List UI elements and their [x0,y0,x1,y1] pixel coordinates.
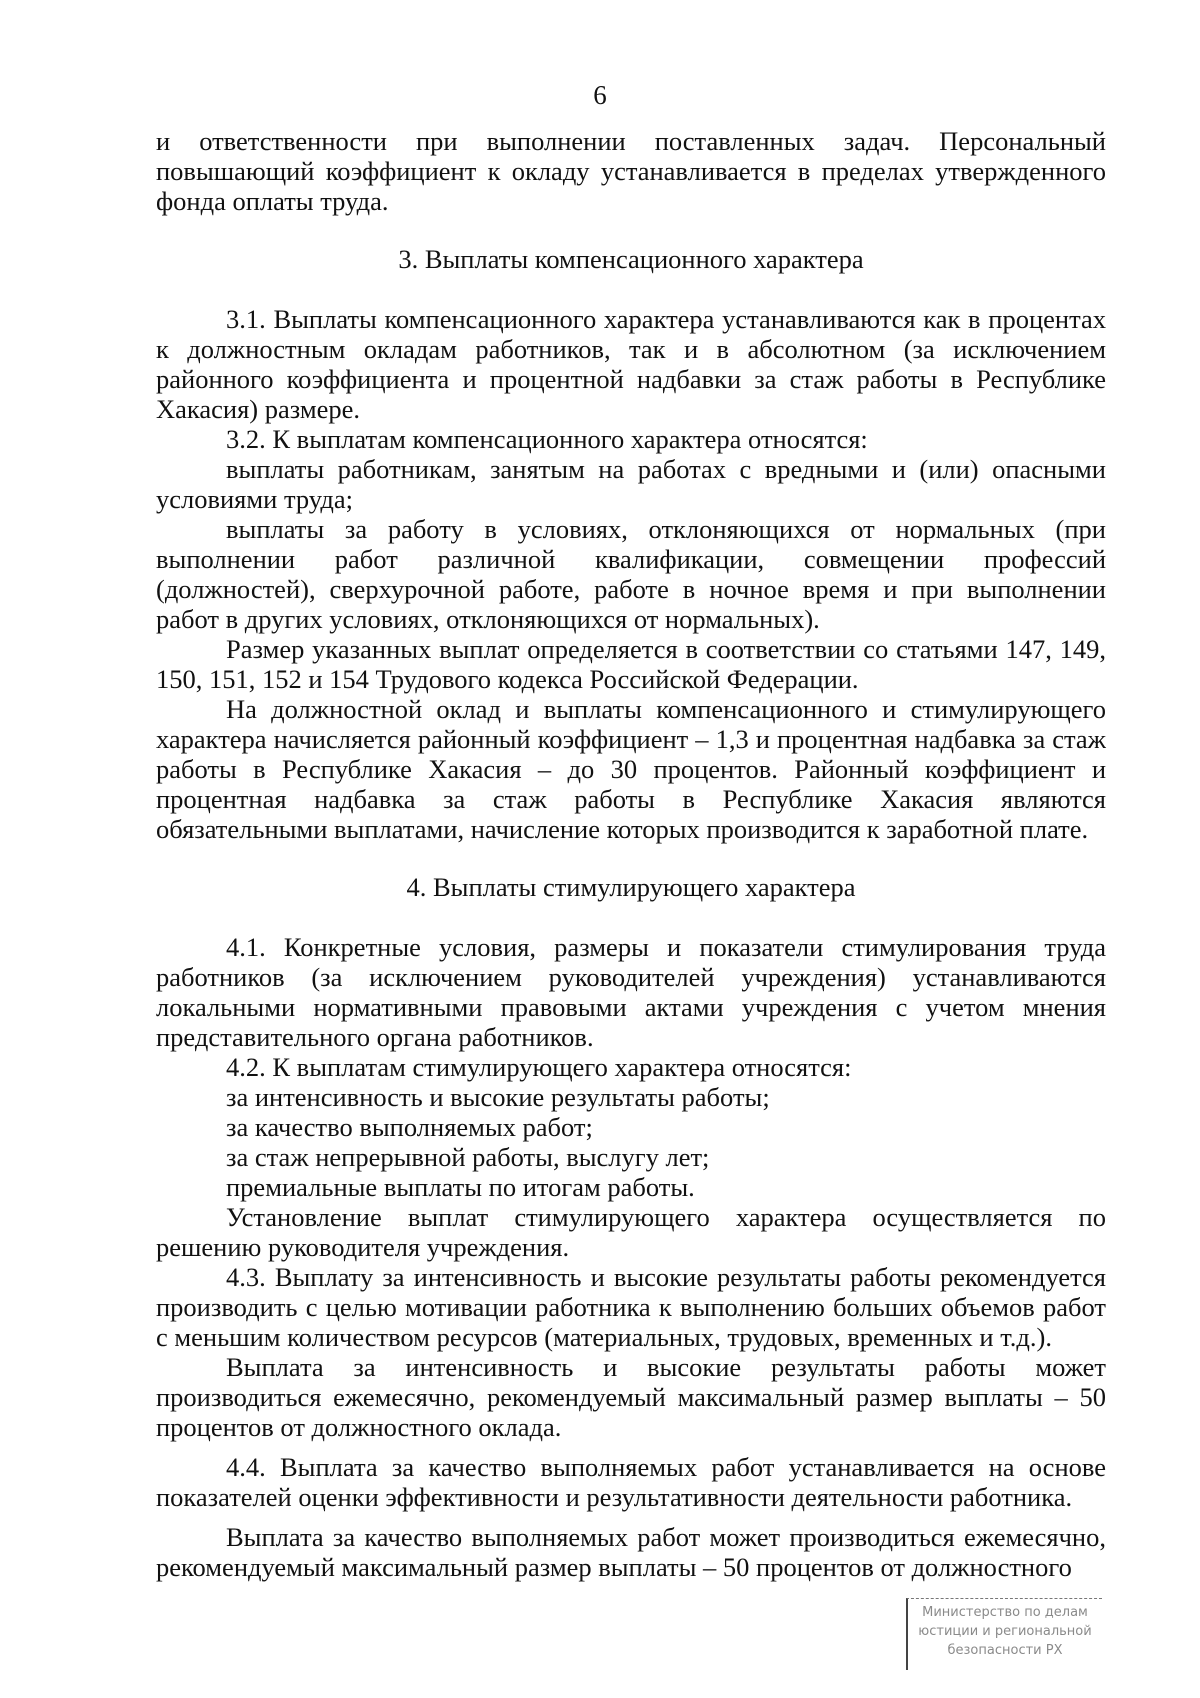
paragraph-3-2-item-1: выплаты работникам, занятым на работах с вредными и (или) опасными условиями труда; [156,454,1106,514]
intro-paragraph: и ответственности при выполнении поставленных задач. Персональный повышающий коэффициент к окладу устанавливается в пределах утвержденного фонда оплаты труда. [156,126,1106,216]
paragraph-3-coefficient: На должностной оклад и выплаты компенсационного и стимулирующего характера начисляется районный коэффициент – 1,3 и процентная надбавка за стаж работы в Республике Хакасия – до 30 процентов. Районный коэффициент и процентная надбавка за стаж работы в Республике Хакасия являются обязательными выплатами, начисление которых производится к заработной плате. [156,694,1106,844]
paragraph-4-2-establishment: Установление выплат стимулирующего характера осуществляется по решению руководителя учреждения. [156,1202,1106,1262]
paragraph-4-2: 4.2. К выплатам стимулирующего характера относятся: [226,1052,852,1082]
paragraph-3-2: 3.2. К выплатам компенсационного характера относятся: [226,424,868,454]
section-3-heading: 3. Выплаты компенсационного характера [398,244,864,274]
stamp-line-2: юстиции и региональной [918,1624,1092,1639]
paragraph-4-2-item-4: премиальные выплаты по итогам работы. [226,1172,695,1202]
paragraph-3-size: Размер указанных выплат определяется в соответствии со статьями 147, 149, 150, 151, 152 и 154 Трудового кодекса Российской Федерации. [156,634,1106,694]
paragraph-4-3: 4.3. Выплату за интенсивность и высокие результаты работы рекомендуется производить с целью мотивации работника к выполнению больших объемов работ с меньшим количеством ресурсов (материальных, трудовых, временных и т.д.). [156,1262,1106,1352]
document-body [156,126,1106,1582]
registration-stamp [906,1598,1102,1670]
paragraph-4-2-item-2: за качество выполняемых работ; [226,1112,593,1142]
paragraph-4-4-monthly: Выплата за качество выполняемых работ может производиться ежемесячно, рекомендуемый максимальный размер выплаты – 50 процентов от должностного [156,1522,1106,1582]
paragraph-3-2-item-2: выплаты за работу в условиях, отклоняющихся от нормальных (при выполнении работ различной квалификации, совмещении профессий (должностей), сверхурочной работе, работе в ночное время и при выполнении работ в других условиях, отклоняющихся от нормальных). [156,514,1106,634]
paragraph-4-2-item-1: за интенсивность и высокие результаты работы; [226,1082,770,1112]
section-4-heading: 4. Выплаты стимулирующего характера [406,872,856,902]
stamp-line-3: безопасности РХ [947,1643,1063,1658]
stamp-line-1: Министерство по делам [922,1605,1088,1620]
paragraph-4-4: 4.4. Выплата за качество выполняемых работ устанавливается на основе показателей оценки эффективности и результативности деятельности работника. [156,1452,1106,1512]
paragraph-4-2-item-3: за стаж непрерывной работы, выслугу лет; [226,1142,710,1172]
paragraph-4-1: 4.1. Конкретные условия, размеры и показатели стимулирования труда работников (за исключением руководителей учреждения) устанавливаются локальными нормативными правовыми актами учреждения с учетом мнения представительного органа работников. [156,932,1106,1052]
paragraph-4-3-monthly: Выплата за интенсивность и высокие результаты работы может производиться ежемесячно, рекомендуемый максимальный размер выплаты – 50 процентов от должностного оклада. [156,1352,1106,1442]
paragraph-3-1: 3.1. Выплаты компенсационного характера устанавливаются как в процентах к должностным окладам работников, так и в абсолютном (за исключением районного коэффициента и процентной надбавки за стаж работы в Республике Хакасия) размере. [156,304,1106,424]
page-number: 6 [593,80,607,110]
